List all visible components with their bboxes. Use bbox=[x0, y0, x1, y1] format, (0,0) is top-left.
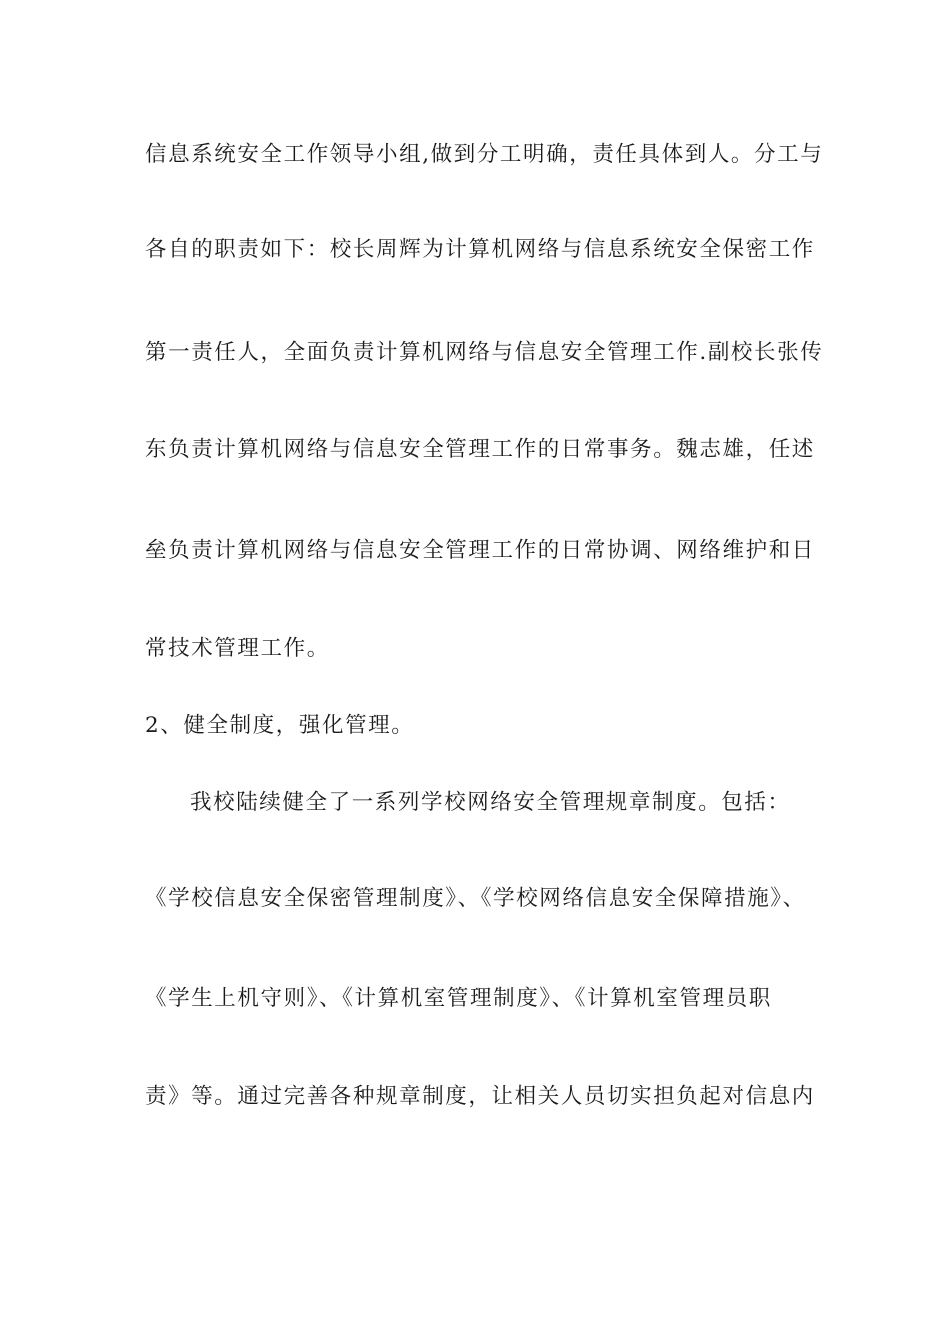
text-line-6: 常技术管理工作。 bbox=[145, 636, 330, 661]
text-line-8: 我校陆续健全了一系列学校网络安全管理规章制度。包括： bbox=[190, 790, 791, 815]
text-line-2: 各自的职责如下：校长周辉为计算机网络与信息系统安全保密工作 bbox=[145, 237, 815, 262]
text-line-9: 《学校信息安全保密管理制度》、《学校网络信息安全保障措施》、 bbox=[145, 886, 806, 911]
section-heading: 2、健全制度，强化管理。 bbox=[145, 713, 415, 738]
text-line-5: 垒负责计算机网络与信息安全管理工作的日常协调、网络维护和日 bbox=[145, 538, 815, 563]
text-line-1: 信息系统安全工作领导小组,做到分工明确，责任具体到人。分工与 bbox=[145, 142, 824, 167]
text-line-11: 责》等。通过完善各种规章制度，让相关人员切实担负起对信息内 bbox=[145, 1084, 815, 1109]
text-line-3: 第一责任人，全面负责计算机网络与信息安全管理工作.副校长张传 bbox=[145, 340, 824, 365]
text-line-10: 《学生上机守则》、《计算机室管理制度》、《计算机室管理员职 bbox=[145, 986, 772, 1011]
text-line-4: 东负责计算机网络与信息安全管理工作的日常事务。魏志雄，任述 bbox=[145, 437, 815, 462]
